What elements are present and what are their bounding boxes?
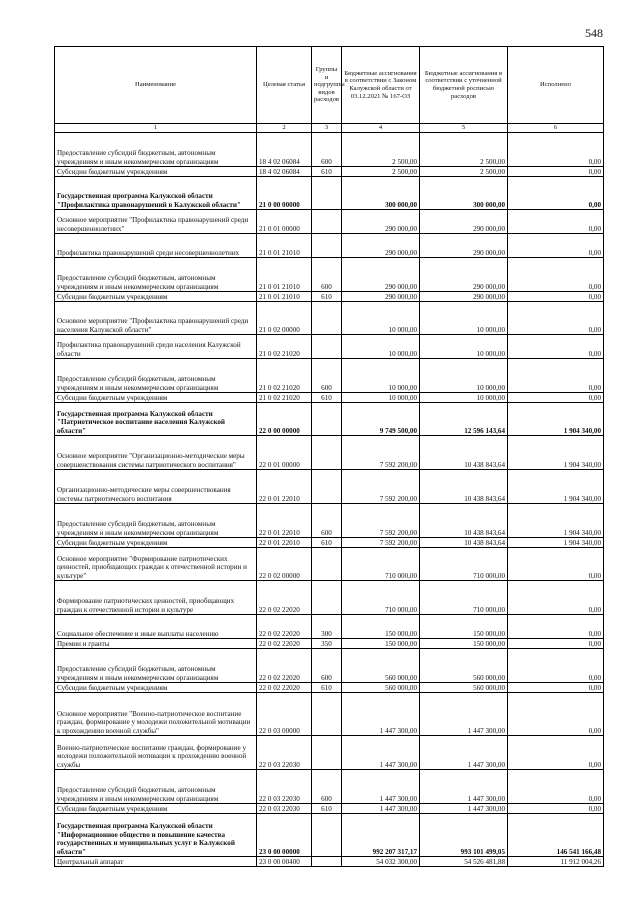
row-refined-amount: 10 000,00 bbox=[420, 335, 508, 359]
row-name: Основное мероприятие "Организационно-методические меры совершенствования системы патриотического воспитания" bbox=[55, 436, 257, 470]
table-row bbox=[55, 210, 604, 234]
row-refined-amount: 2 500,00 bbox=[420, 133, 508, 167]
row-law-amount: 1 447 300,00 bbox=[342, 693, 420, 736]
row-target-code: 22 0 03 22030 bbox=[257, 770, 312, 804]
row-executed-amount: 1 904 340,00 bbox=[508, 470, 604, 504]
row-expense-group: 610 bbox=[312, 683, 342, 693]
row-executed-amount: 0,00 bbox=[508, 258, 604, 292]
row-expense-group bbox=[312, 814, 342, 857]
column-number: 5 bbox=[420, 124, 508, 133]
row-refined-amount: 10 438 843,64 bbox=[420, 504, 508, 538]
row-name: Основное мероприятие "Военно-патриотическое воспитание граждан, формирование у молодежи положительной мотивации к прохождению военной службы" bbox=[55, 693, 257, 736]
row-expense-group bbox=[312, 857, 342, 867]
row-expense-group bbox=[312, 581, 342, 615]
row-law-amount: 300 000,00 bbox=[342, 177, 420, 210]
row-expense-group bbox=[312, 403, 342, 436]
row-target-code: 22 0 02 22020 bbox=[257, 649, 312, 683]
row-law-amount: 7 592 200,00 bbox=[342, 504, 420, 538]
column-number: 6 bbox=[508, 124, 604, 133]
table-row bbox=[55, 581, 604, 615]
table-row bbox=[55, 359, 604, 393]
row-target-code: 22 0 02 00000 bbox=[257, 548, 312, 581]
table-row bbox=[55, 649, 604, 683]
table-row bbox=[55, 133, 604, 167]
row-refined-amount: 290 000,00 bbox=[420, 210, 508, 234]
column-number: 1 bbox=[55, 124, 257, 133]
table-row bbox=[55, 470, 604, 504]
row-law-amount: 560 000,00 bbox=[342, 683, 420, 693]
row-target-code: 23 0 00 00000 bbox=[257, 814, 312, 857]
table-row bbox=[55, 504, 604, 538]
table-row bbox=[55, 814, 604, 857]
row-name: Субсидии бюджетным учреждениям bbox=[55, 292, 257, 302]
column-number-row bbox=[55, 124, 604, 133]
row-executed-amount: 0,00 bbox=[508, 292, 604, 302]
row-expense-group bbox=[312, 210, 342, 234]
row-expense-group: 300 bbox=[312, 615, 342, 639]
row-executed-amount: 0,00 bbox=[508, 736, 604, 770]
row-target-code: 21 0 01 21010 bbox=[257, 292, 312, 302]
row-name: Предоставление субсидий бюджетным, автономным учреждениям и иным некоммерческим организациям bbox=[55, 504, 257, 538]
table-row bbox=[55, 683, 604, 693]
row-law-amount: 9 749 500,00 bbox=[342, 403, 420, 436]
header-group: Группы и подгруппы видов расходов bbox=[312, 47, 342, 124]
row-refined-amount: 12 596 143,64 bbox=[420, 403, 508, 436]
header-refined: Бюджетные ассигнования в соответствии с уточненной бюджетной росписью расходов bbox=[420, 47, 508, 124]
row-executed-amount: 0,00 bbox=[508, 581, 604, 615]
row-name: Субсидии бюджетным учреждениям bbox=[55, 538, 257, 548]
row-executed-amount: 1 904 340,00 bbox=[508, 436, 604, 470]
row-refined-amount: 300 000,00 bbox=[420, 177, 508, 210]
row-target-code: 22 0 02 22020 bbox=[257, 683, 312, 693]
row-name: Государственная программа Калужской области "Патриотическое воспитание населения Калужской области" bbox=[55, 403, 257, 436]
row-law-amount: 992 207 317,17 bbox=[342, 814, 420, 857]
column-number: 4 bbox=[342, 124, 420, 133]
row-law-amount: 150 000,00 bbox=[342, 639, 420, 649]
row-executed-amount: 1 904 340,00 bbox=[508, 403, 604, 436]
row-expense-group: 350 bbox=[312, 639, 342, 649]
row-name: Основное мероприятие "Профилактика правонарушений среди несовершеннолетних" bbox=[55, 210, 257, 234]
row-refined-amount: 10 438 843,64 bbox=[420, 538, 508, 548]
row-refined-amount: 10 438 843,64 bbox=[420, 436, 508, 470]
row-law-amount: 710 000,00 bbox=[342, 548, 420, 581]
row-name: Центральный аппарат bbox=[55, 857, 257, 867]
row-law-amount: 2 500,00 bbox=[342, 167, 420, 177]
row-refined-amount: 1 447 300,00 bbox=[420, 693, 508, 736]
row-target-code: 22 0 01 22010 bbox=[257, 504, 312, 538]
table-row bbox=[55, 538, 604, 548]
table-row bbox=[55, 234, 604, 258]
row-expense-group: 610 bbox=[312, 292, 342, 302]
row-target-code: 22 0 02 22020 bbox=[257, 615, 312, 639]
table-row bbox=[55, 292, 604, 302]
row-target-code: 21 0 02 00000 bbox=[257, 302, 312, 335]
row-target-code: 22 0 00 00000 bbox=[257, 403, 312, 436]
row-expense-group bbox=[312, 548, 342, 581]
row-refined-amount: 150 000,00 bbox=[420, 639, 508, 649]
row-expense-group bbox=[312, 736, 342, 770]
table-row bbox=[55, 548, 604, 581]
row-target-code: 21 0 00 00000 bbox=[257, 177, 312, 210]
row-expense-group: 600 bbox=[312, 359, 342, 393]
row-law-amount: 1 447 300,00 bbox=[342, 804, 420, 814]
row-executed-amount: 0,00 bbox=[508, 335, 604, 359]
row-target-code: 18 4 02 06084 bbox=[257, 167, 312, 177]
row-law-amount: 710 000,00 bbox=[342, 581, 420, 615]
row-executed-amount: 0,00 bbox=[508, 167, 604, 177]
row-executed-amount: 1 904 340,00 bbox=[508, 538, 604, 548]
row-law-amount: 54 032 300,00 bbox=[342, 857, 420, 867]
table-row bbox=[55, 403, 604, 436]
row-executed-amount: 11 912 004,26 bbox=[508, 857, 604, 867]
row-law-amount: 10 000,00 bbox=[342, 335, 420, 359]
row-executed-amount: 0,00 bbox=[508, 649, 604, 683]
row-executed-amount: 0,00 bbox=[508, 210, 604, 234]
row-target-code: 21 0 02 21020 bbox=[257, 359, 312, 393]
row-expense-group: 610 bbox=[312, 167, 342, 177]
row-executed-amount: 0,00 bbox=[508, 133, 604, 167]
row-refined-amount: 710 000,00 bbox=[420, 581, 508, 615]
row-law-amount: 1 447 300,00 bbox=[342, 736, 420, 770]
row-name: Предоставление субсидий бюджетным, автономным учреждениям и иным некоммерческим организациям bbox=[55, 133, 257, 167]
row-law-amount: 10 000,00 bbox=[342, 359, 420, 393]
row-law-amount: 560 000,00 bbox=[342, 649, 420, 683]
row-target-code: 21 0 02 21020 bbox=[257, 393, 312, 403]
row-name: Предоставление субсидий бюджетным, автономным учреждениям и иным некоммерческим организациям bbox=[55, 258, 257, 292]
row-refined-amount: 1 447 300,00 bbox=[420, 804, 508, 814]
row-name: Государственная программа Калужской области "Профилактика правонарушений в Калужской области" bbox=[55, 177, 257, 210]
table-row bbox=[55, 693, 604, 736]
row-law-amount: 290 000,00 bbox=[342, 292, 420, 302]
header-row bbox=[55, 47, 604, 124]
table-row bbox=[55, 258, 604, 292]
row-target-code: 22 0 02 22020 bbox=[257, 581, 312, 615]
header-name: Наименование bbox=[55, 47, 257, 124]
row-executed-amount: 0,00 bbox=[508, 770, 604, 804]
row-refined-amount: 150 000,00 bbox=[420, 615, 508, 639]
row-target-code: 22 0 01 22010 bbox=[257, 538, 312, 548]
row-executed-amount: 0,00 bbox=[508, 804, 604, 814]
row-expense-group: 610 bbox=[312, 393, 342, 403]
row-name: Субсидии бюджетным учреждениям bbox=[55, 804, 257, 814]
row-name: Организационно-методические меры совершенствования системы патриотического воспитания bbox=[55, 470, 257, 504]
row-name: Предоставление субсидий бюджетным, автономным учреждениям и иным некоммерческим организациям bbox=[55, 359, 257, 393]
row-refined-amount: 560 000,00 bbox=[420, 649, 508, 683]
row-refined-amount: 54 526 481,88 bbox=[420, 857, 508, 867]
row-refined-amount: 10 000,00 bbox=[420, 359, 508, 393]
row-target-code: 22 0 01 00000 bbox=[257, 436, 312, 470]
row-expense-group: 600 bbox=[312, 133, 342, 167]
row-executed-amount: 0,00 bbox=[508, 693, 604, 736]
column-number: 3 bbox=[312, 124, 342, 133]
row-name: Социальное обеспечение и иные выплаты населению bbox=[55, 615, 257, 639]
row-expense-group: 600 bbox=[312, 770, 342, 804]
row-expense-group: 600 bbox=[312, 258, 342, 292]
row-law-amount: 290 000,00 bbox=[342, 234, 420, 258]
row-target-code: 23 0 00 00400 bbox=[257, 857, 312, 867]
row-name: Премии и гранты bbox=[55, 639, 257, 649]
table-row bbox=[55, 804, 604, 814]
row-law-amount: 7 592 200,00 bbox=[342, 538, 420, 548]
row-name: Предоставление субсидий бюджетным, автономным учреждениям и иным некоммерческим организациям bbox=[55, 649, 257, 683]
table-row bbox=[55, 770, 604, 804]
table-row bbox=[55, 335, 604, 359]
row-refined-amount: 710 000,00 bbox=[420, 548, 508, 581]
table-row bbox=[55, 436, 604, 470]
row-executed-amount: 0,00 bbox=[508, 359, 604, 393]
row-expense-group: 610 bbox=[312, 804, 342, 814]
row-executed-amount: 0,00 bbox=[508, 548, 604, 581]
row-law-amount: 150 000,00 bbox=[342, 615, 420, 639]
row-name: Субсидии бюджетным учреждениям bbox=[55, 683, 257, 693]
row-target-code: 22 0 03 22030 bbox=[257, 736, 312, 770]
row-executed-amount: 0,00 bbox=[508, 302, 604, 335]
row-law-amount: 7 592 200,00 bbox=[342, 470, 420, 504]
row-law-amount: 290 000,00 bbox=[342, 258, 420, 292]
row-refined-amount: 1 447 300,00 bbox=[420, 770, 508, 804]
row-law-amount: 2 500,00 bbox=[342, 133, 420, 167]
row-expense-group: 600 bbox=[312, 504, 342, 538]
row-name: Профилактика правонарушений среди несовершеннолетних bbox=[55, 234, 257, 258]
row-refined-amount: 290 000,00 bbox=[420, 292, 508, 302]
header-law: Бюджетные ассигнования в соответствии с Законом Калужской области от 03.12.2021 № 167-ОЗ bbox=[342, 47, 420, 124]
row-refined-amount: 10 000,00 bbox=[420, 393, 508, 403]
row-executed-amount: 1 904 340,00 bbox=[508, 504, 604, 538]
table-row bbox=[55, 302, 604, 335]
row-name: Предоставление субсидий бюджетным, автономным учреждениям и иным некоммерческим организациям bbox=[55, 770, 257, 804]
row-executed-amount: 0,00 bbox=[508, 234, 604, 258]
row-target-code: 21 0 02 21020 bbox=[257, 335, 312, 359]
table-row bbox=[55, 736, 604, 770]
row-target-code: 21 0 01 21010 bbox=[257, 234, 312, 258]
row-refined-amount: 993 101 499,05 bbox=[420, 814, 508, 857]
header-executed: Исполнено bbox=[508, 47, 604, 124]
row-target-code: 22 0 01 22010 bbox=[257, 470, 312, 504]
row-target-code: 22 0 03 22030 bbox=[257, 804, 312, 814]
row-law-amount: 10 000,00 bbox=[342, 393, 420, 403]
row-expense-group bbox=[312, 177, 342, 210]
row-target-code: 22 0 02 22020 bbox=[257, 639, 312, 649]
row-name: Субсидии бюджетным учреждениям bbox=[55, 393, 257, 403]
row-name: Государственная программа Калужской области "Информационное общество и повышение качества государственных и муниципальных услуг в Калужской области" bbox=[55, 814, 257, 857]
row-executed-amount: 0,00 bbox=[508, 177, 604, 210]
budget-table bbox=[54, 46, 604, 867]
row-refined-amount: 290 000,00 bbox=[420, 258, 508, 292]
row-expense-group: 610 bbox=[312, 538, 342, 548]
row-refined-amount: 1 447 300,00 bbox=[420, 736, 508, 770]
row-target-code: 18 4 02 06084 bbox=[257, 133, 312, 167]
row-expense-group bbox=[312, 335, 342, 359]
table-row bbox=[55, 639, 604, 649]
column-number: 2 bbox=[257, 124, 312, 133]
row-target-code: 21 0 01 21010 bbox=[257, 258, 312, 292]
page-number: 548 bbox=[585, 26, 603, 40]
row-expense-group bbox=[312, 436, 342, 470]
row-name: Субсидии бюджетным учреждениям bbox=[55, 167, 257, 177]
row-executed-amount: 0,00 bbox=[508, 639, 604, 649]
row-law-amount: 1 447 300,00 bbox=[342, 770, 420, 804]
table-row bbox=[55, 167, 604, 177]
row-expense-group: 600 bbox=[312, 649, 342, 683]
row-refined-amount: 10 000,00 bbox=[420, 302, 508, 335]
row-name: Профилактика правонарушений среди населения Калужской области bbox=[55, 335, 257, 359]
row-law-amount: 7 592 200,00 bbox=[342, 436, 420, 470]
row-expense-group bbox=[312, 470, 342, 504]
row-target-code: 21 0 01 00000 bbox=[257, 210, 312, 234]
row-target-code: 22 0 03 00000 bbox=[257, 693, 312, 736]
row-refined-amount: 2 500,00 bbox=[420, 167, 508, 177]
row-law-amount: 290 000,00 bbox=[342, 210, 420, 234]
row-executed-amount: 0,00 bbox=[508, 393, 604, 403]
row-expense-group bbox=[312, 302, 342, 335]
row-refined-amount: 10 438 843,64 bbox=[420, 470, 508, 504]
row-executed-amount: 0,00 bbox=[508, 683, 604, 693]
row-name: Основное мероприятие "Формирование патриотических ценностей, приобщающих граждан к отечественной истории и культуре" bbox=[55, 548, 257, 581]
row-expense-group bbox=[312, 693, 342, 736]
table-row bbox=[55, 857, 604, 867]
row-name: Формирование патриотических ценностей, приобщающих граждан к отечественной истории и культуре bbox=[55, 581, 257, 615]
row-refined-amount: 560 000,00 bbox=[420, 683, 508, 693]
row-refined-amount: 290 000,00 bbox=[420, 234, 508, 258]
row-executed-amount: 146 541 166,48 bbox=[508, 814, 604, 857]
table-row bbox=[55, 615, 604, 639]
table-row bbox=[55, 393, 604, 403]
row-name: Военно-патриотическое воспитание граждан, формирование у молодежи положительной мотивации к прохождению военной службы bbox=[55, 736, 257, 770]
table-row bbox=[55, 177, 604, 210]
row-executed-amount: 0,00 bbox=[508, 615, 604, 639]
row-name: Основное мероприятие "Профилактика правонарушений среди населения Калужской области" bbox=[55, 302, 257, 335]
row-expense-group bbox=[312, 234, 342, 258]
header-target: Целевая статья bbox=[257, 47, 312, 124]
row-law-amount: 10 000,00 bbox=[342, 302, 420, 335]
